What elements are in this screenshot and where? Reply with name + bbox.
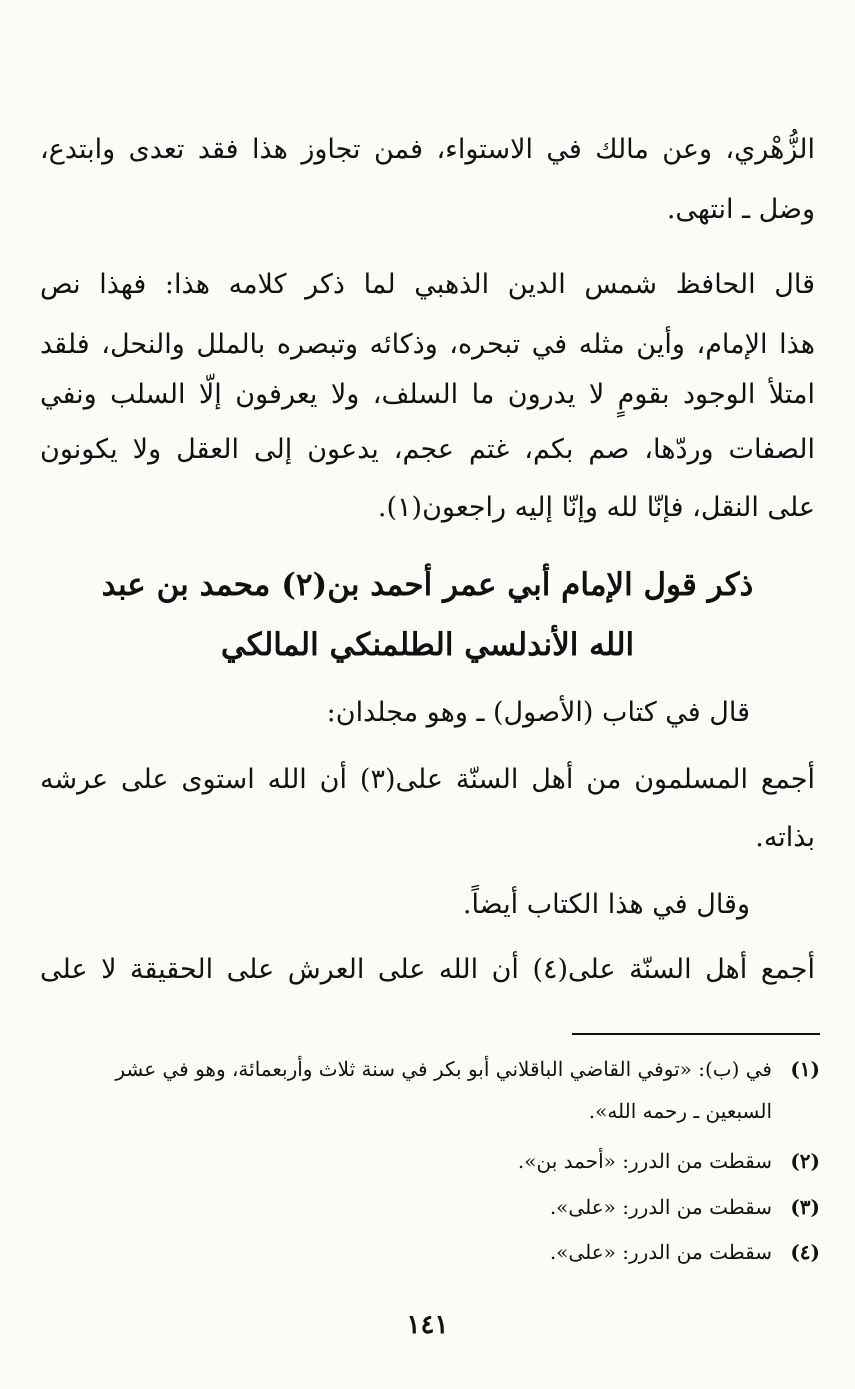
- paragraph-4-line-1: أجمع المسلمون من أهل السنّة على(٣) أن الله استوى على عرشه: [40, 764, 815, 795]
- section-heading-line-2: الله الأندلسي الطلمنكي المالكي: [220, 627, 635, 663]
- footnote-2: [40, 1142, 820, 1180]
- footnote-1: [40, 1050, 820, 1088]
- footnote-number: (١): [790, 1057, 820, 1081]
- footnote-separator: [572, 1033, 820, 1035]
- paragraph-2-line-4: الصفات وردّها، صم بكم، غتم عجم، يدعون إلى العقل ولا يكونون: [40, 434, 815, 465]
- paragraph-4-line-2: بذاته.: [755, 822, 815, 853]
- footnote-text: سقطت من الدرر: «على».: [549, 1240, 772, 1264]
- footnote-number: (٤): [790, 1240, 820, 1264]
- paragraph-1-line-1: الزُّهْري، وعن مالك في الاستواء، فمن تجاوز هذا فقد تعدى وابتدع،: [40, 134, 815, 165]
- footnote-number: (٣): [790, 1195, 820, 1219]
- paragraph-3: قال في كتاب (الأصول) ـ وهو مجلدان:: [326, 697, 750, 728]
- footnote-4: [40, 1233, 820, 1271]
- footnote-1-line-2: السبعين ـ رحمه الله».: [588, 1099, 772, 1123]
- paragraph-2-line-3: امتلأ الوجود بقومٍ لا يدرون ما السلف، ولا يعرفون إلّا السلب ونفي: [40, 379, 815, 410]
- footnote-number: (٢): [790, 1149, 820, 1173]
- page-number: ١٤١: [406, 1310, 449, 1340]
- paragraph-1-line-2: وضل ـ انتهى.: [666, 194, 815, 225]
- paragraph-6-line-1: أجمع أهل السنّة على(٤) أن الله على العرش على الحقيقة لا على: [40, 954, 815, 985]
- paragraph-2-line-1: قال الحافظ شمس الدين الذهبي لما ذكر كلامه هذا: فهذا نص: [40, 269, 815, 300]
- footnote-text: سقطت من الدرر: «على».: [549, 1195, 772, 1219]
- footnote-text: في (ب): «توفي القاضي الباقلاني أبو بكر في سنة ثلاث وأربعمائة، وهو في عشر: [115, 1057, 772, 1081]
- footnote-3: [40, 1188, 820, 1226]
- paragraph-2-line-2: هذا الإمام، وأين مثله في تبحره، وذكائه وتبصره بالملل والنحل، فلقد: [40, 329, 815, 360]
- section-heading-line-1: ذكر قول الإمام أبي عمر أحمد بن(٢) محمد بن عبد: [101, 567, 754, 603]
- footnote-text: سقطت من الدرر: «أحمد بن».: [517, 1149, 772, 1173]
- paragraph-5: وقال في هذا الكتاب أيضاً.: [462, 889, 750, 920]
- paragraph-2-line-5: على النقل، فإنّا لله وإنّا إليه راجعون(١).: [377, 492, 815, 523]
